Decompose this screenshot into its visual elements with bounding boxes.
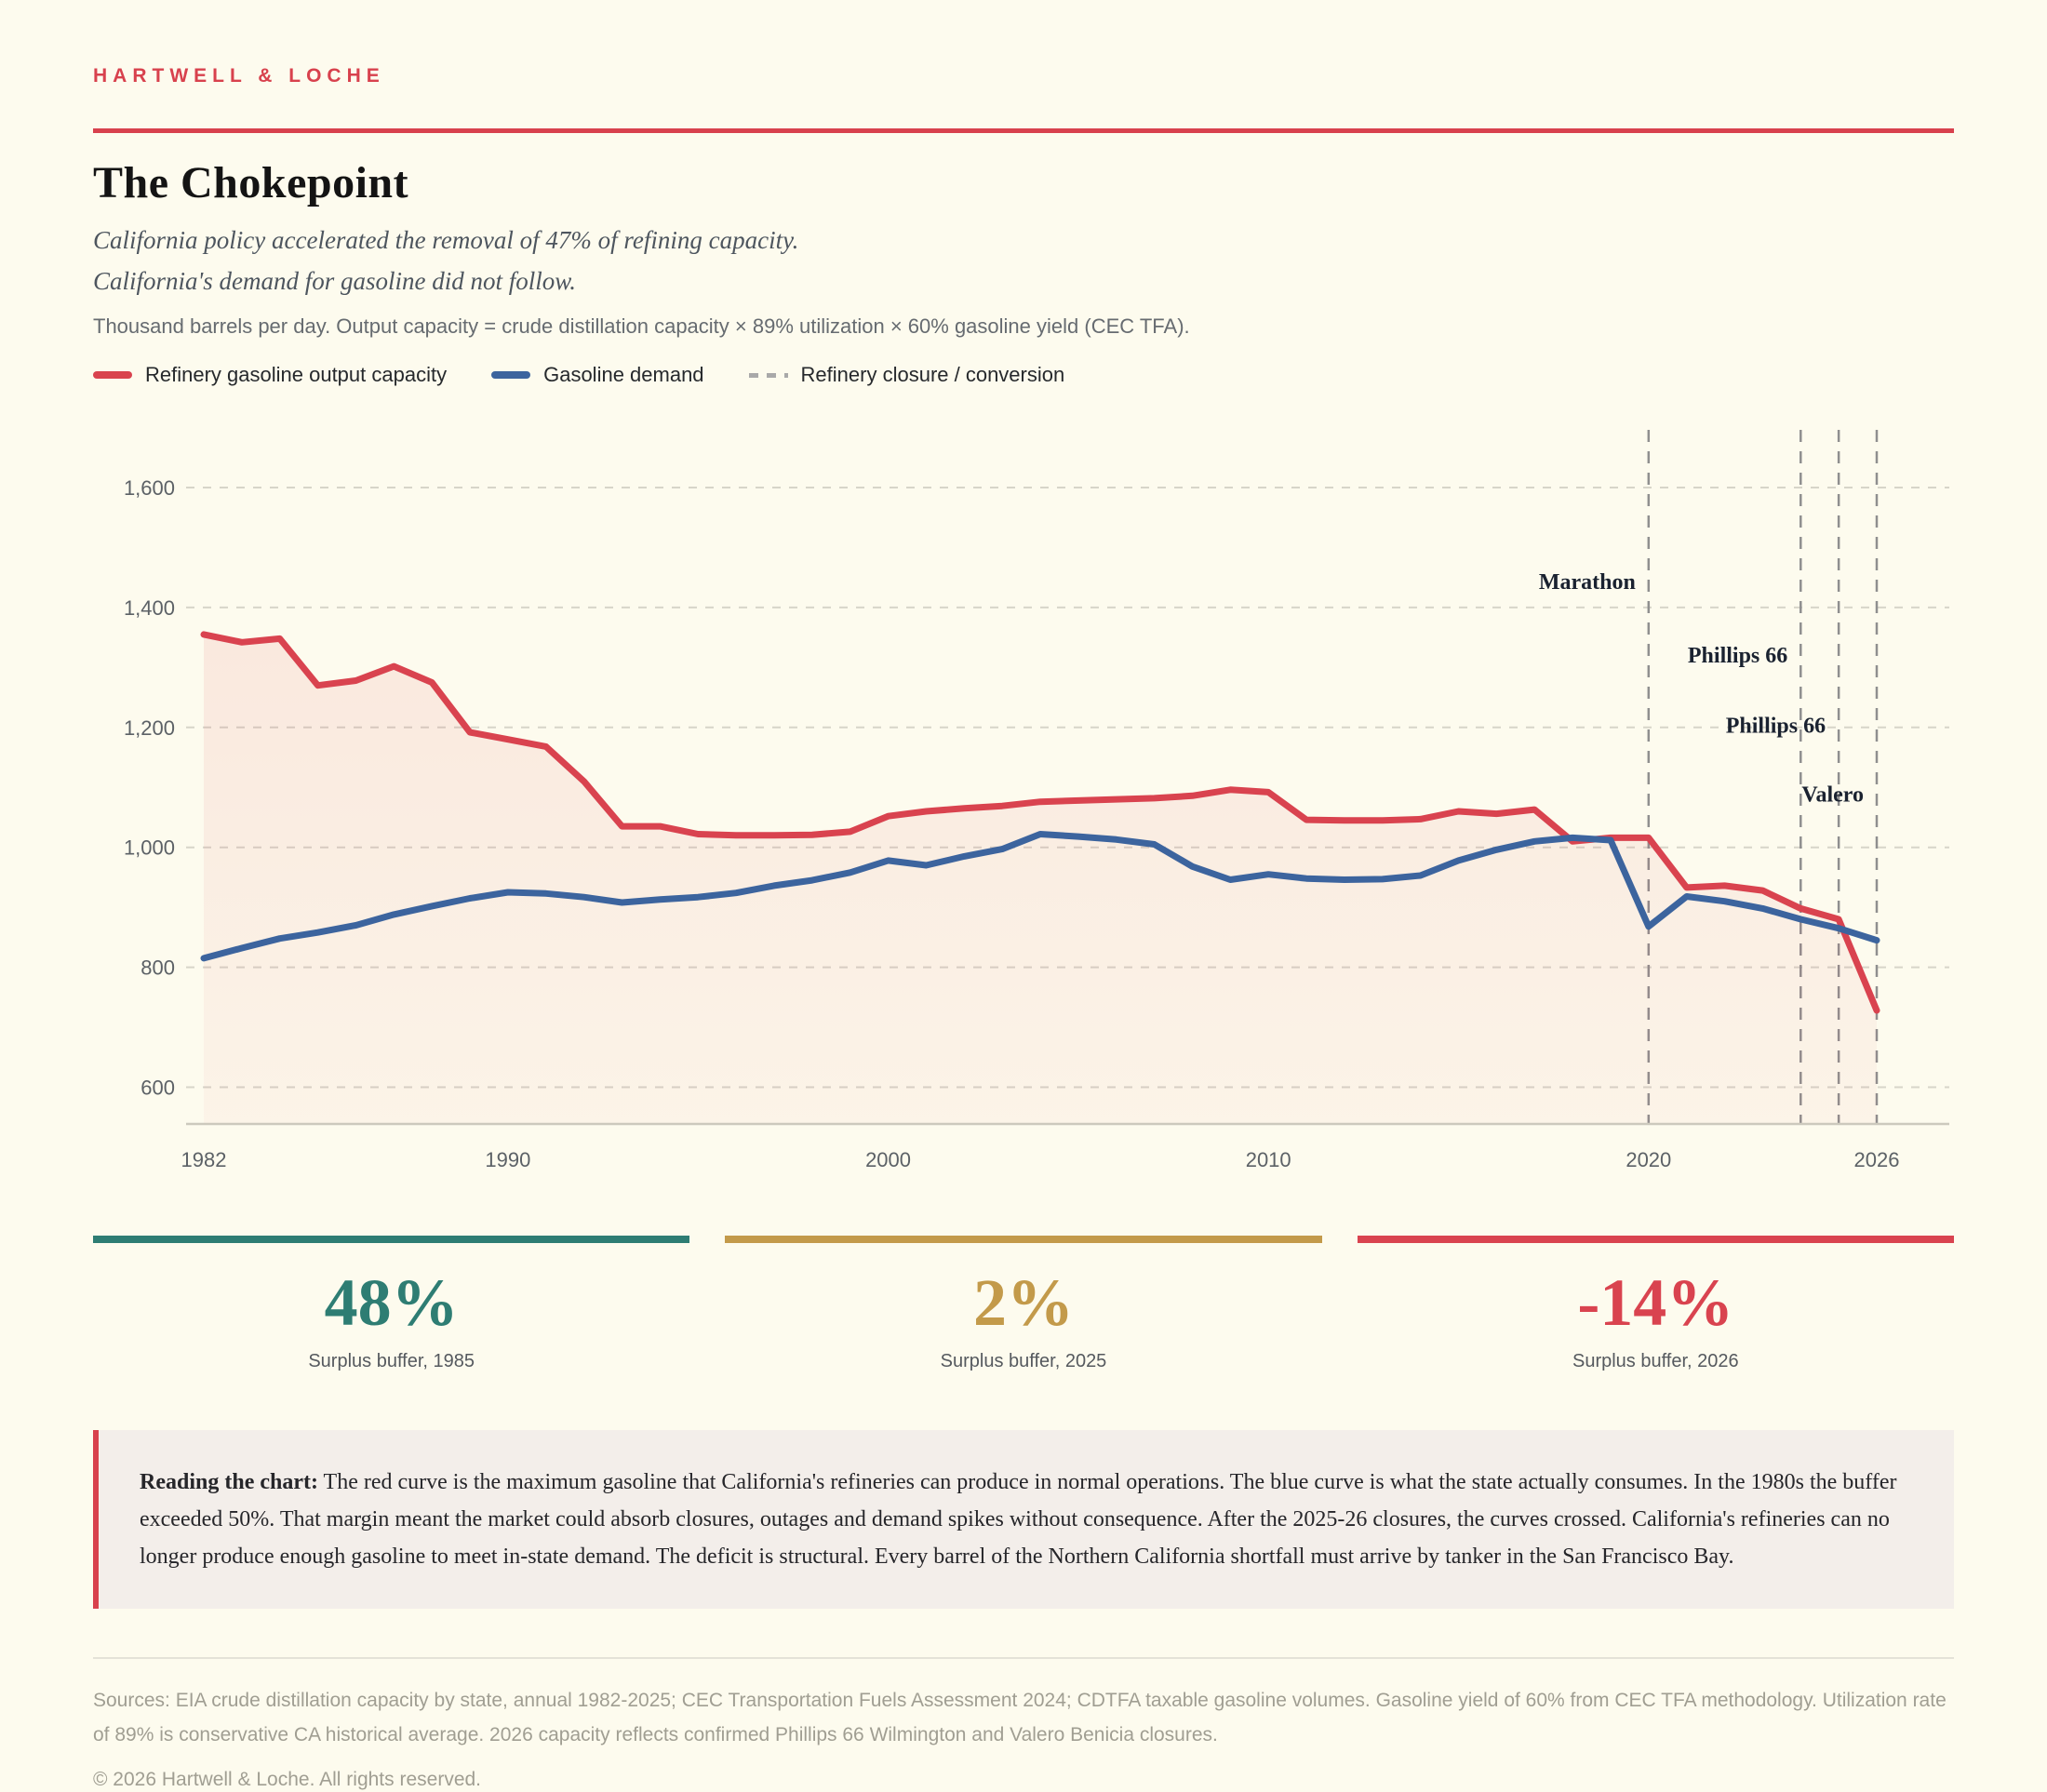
legend-item-closure	[749, 363, 1065, 387]
chart-caption: Thousand barrels per day. Output capacity = crude distillation capacity × 89% utilization × 60% gasoline yield (CEC TFA).	[93, 314, 1190, 338]
x-tick-label: 1990	[485, 1148, 531, 1171]
reading-note	[93, 1430, 1954, 1609]
stat-bar-red	[1358, 1236, 1954, 1243]
legend-label: Refinery closure / conversion	[800, 363, 1065, 386]
stat-value: -14%	[1577, 1265, 1734, 1340]
capacity-vs-demand-chart	[93, 411, 1954, 1184]
stat-card-1985	[93, 1236, 689, 1372]
stat-bar-teal	[93, 1236, 689, 1243]
closure-label-2024: Phillips 66	[1687, 644, 1788, 669]
y-tick-label: 1,600	[123, 476, 175, 500]
y-tick-label: 800	[140, 956, 175, 980]
stat-label: Surplus buffer, 2025	[940, 1351, 1107, 1371]
stat-card-2025	[725, 1236, 1321, 1372]
legend-label: Gasoline demand	[543, 363, 704, 386]
demand-line-swatch-icon	[491, 371, 530, 379]
legend-item-demand	[491, 363, 703, 387]
copyright: © 2026 Hartwell & Loche. All rights reserved.	[93, 1769, 482, 1790]
stat-bar-gold	[725, 1236, 1321, 1243]
footer-divider	[93, 1657, 1954, 1659]
closure-label-2026: Valero	[1801, 782, 1864, 808]
reading-note-lead: Reading the chart:	[140, 1470, 318, 1494]
stat-cards	[93, 1236, 1954, 1372]
subtitle-line-2: California's demand for gasoline did not follow.	[93, 267, 577, 295]
x-tick-label: 2000	[865, 1148, 912, 1171]
stat-value: 2%	[972, 1265, 1074, 1340]
stat-value: 48%	[324, 1265, 459, 1340]
stat-card-2026	[1358, 1236, 1954, 1372]
stat-label: Surplus buffer, 1985	[308, 1351, 475, 1371]
x-tick-label: 1982	[181, 1148, 227, 1171]
closure-label-2020: Marathon	[1538, 569, 1636, 595]
capacity-line-swatch-icon	[93, 371, 132, 379]
sources-note: Sources: EIA crude distillation capacity by state, annual 1982-2025; CEC Transportation Fuels Assessment 2024; CDTFA taxable gasoline volumes. Gasoline yield of 60% from CEC TFA methodology. Utilization rate of 89% is conservative CA historical average. 2026 capacity reflects confirmed Phillips 66 Wilmington and Valero Benicia closures.	[93, 1690, 1947, 1745]
legend-label: Refinery gasoline output capacity	[145, 363, 448, 386]
y-tick-label: 1,000	[123, 836, 175, 860]
x-tick-label: 2026	[1853, 1148, 1900, 1171]
x-tick-label: 2020	[1626, 1148, 1672, 1171]
closure-label-2025: Phillips 66	[1725, 714, 1826, 739]
closure-dash-swatch-icon	[749, 373, 788, 378]
legend-item-capacity	[93, 363, 447, 387]
y-tick-label: 1,400	[123, 595, 175, 620]
chart-legend	[93, 363, 1954, 387]
brand-rule	[93, 128, 1954, 133]
x-tick-label: 2010	[1245, 1148, 1291, 1171]
y-tick-label: 600	[140, 1076, 175, 1100]
stat-label: Surplus buffer, 2026	[1572, 1351, 1739, 1371]
y-tick-label: 1,200	[123, 715, 175, 740]
brand-logo: HARTWELL & LOCHE	[93, 65, 385, 87]
reading-note-body: The red curve is the maximum gasoline that California's refineries can produce in normal operations. The blue curve is what the state actually consumes. In the 1980s the buffer exceeded 50%. That margin meant the market could absorb closures, outages and demand spikes without consequence. After the 2025-26 closures, the curves crossed. California's refineries can no longer produce enough gasoline to meet in-state demand. The deficit is structural. Every barrel of the Northern California shortfall must arrive by tanker in the San Francisco Bay.	[140, 1470, 1897, 1569]
page-title: The Chokepoint	[93, 158, 409, 207]
subtitle-line-1: California policy accelerated the removal of 47% of refining capacity.	[93, 226, 799, 254]
